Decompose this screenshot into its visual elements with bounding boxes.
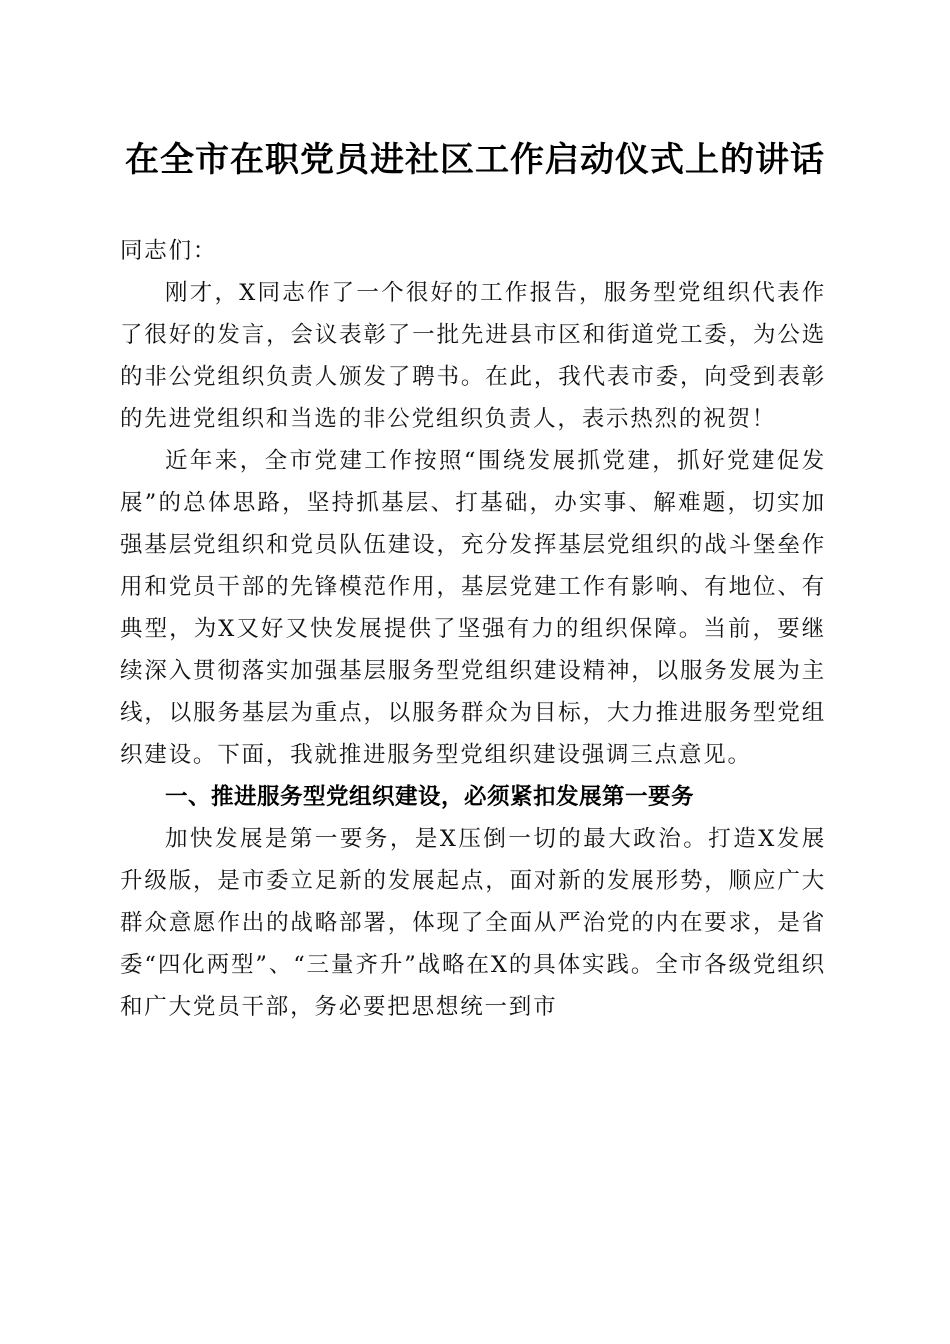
document-title: 在全市在职党员进社区工作启动仪式上的讲话 — [125, 140, 825, 180]
document-body — [120, 230, 826, 1028]
section-1-paragraph: 加快发展是第一要务，是X压倒一切的最大政治。打造X发展升级版，是市委立足新的发展起点，面对新的发展形势，顺应广大群众意愿作出的战略部署，体现了全面从严治党的内在要求，是省委“四化两型”、“三量齐升”战略在X的具体实践。全市各级党组织和广大党员干部，务必要把思想统一到市 — [120, 826, 826, 1020]
section-heading-1: 一、推进服务型党组织建设，必须紧扣发展第一要务 — [165, 784, 695, 810]
paragraph-background: 近年来，全市党建工作按照“围绕发展抓党建，抓好党建促发展”的总体思路，坚持抓基层、打基础，办实事、解难题，切实加强基层党组织和党员队伍建设，充分发挥基层党组织的战斗堡垒作用和党员干部的先锋模范作用，基层党建工作有影响、有地位、有典型，为X又好又快发展提供了坚强有力的组织保障。当前，要继续深入贯彻落实加强基层服务型党组织建设精神，以服务发展为主线，以服务基层为重点，以服务群众为目标，大力推进服务型党组织建设。下面，我就推进服务型党组织建设强调三点意见。 — [120, 448, 826, 768]
paragraph-opening: 刚才，X同志作了一个很好的工作报告，服务型党组织代表作了很好的发言，会议表彰了一批先进县市区和街道党工委，为公选的非公党组织负责人颁发了聘书。在此，我代表市委，向受到表彰的先进党组织和当选的非公党组织负责人，表示热烈的祝贺！ — [120, 280, 826, 432]
salutation: 同志们： — [120, 238, 218, 264]
